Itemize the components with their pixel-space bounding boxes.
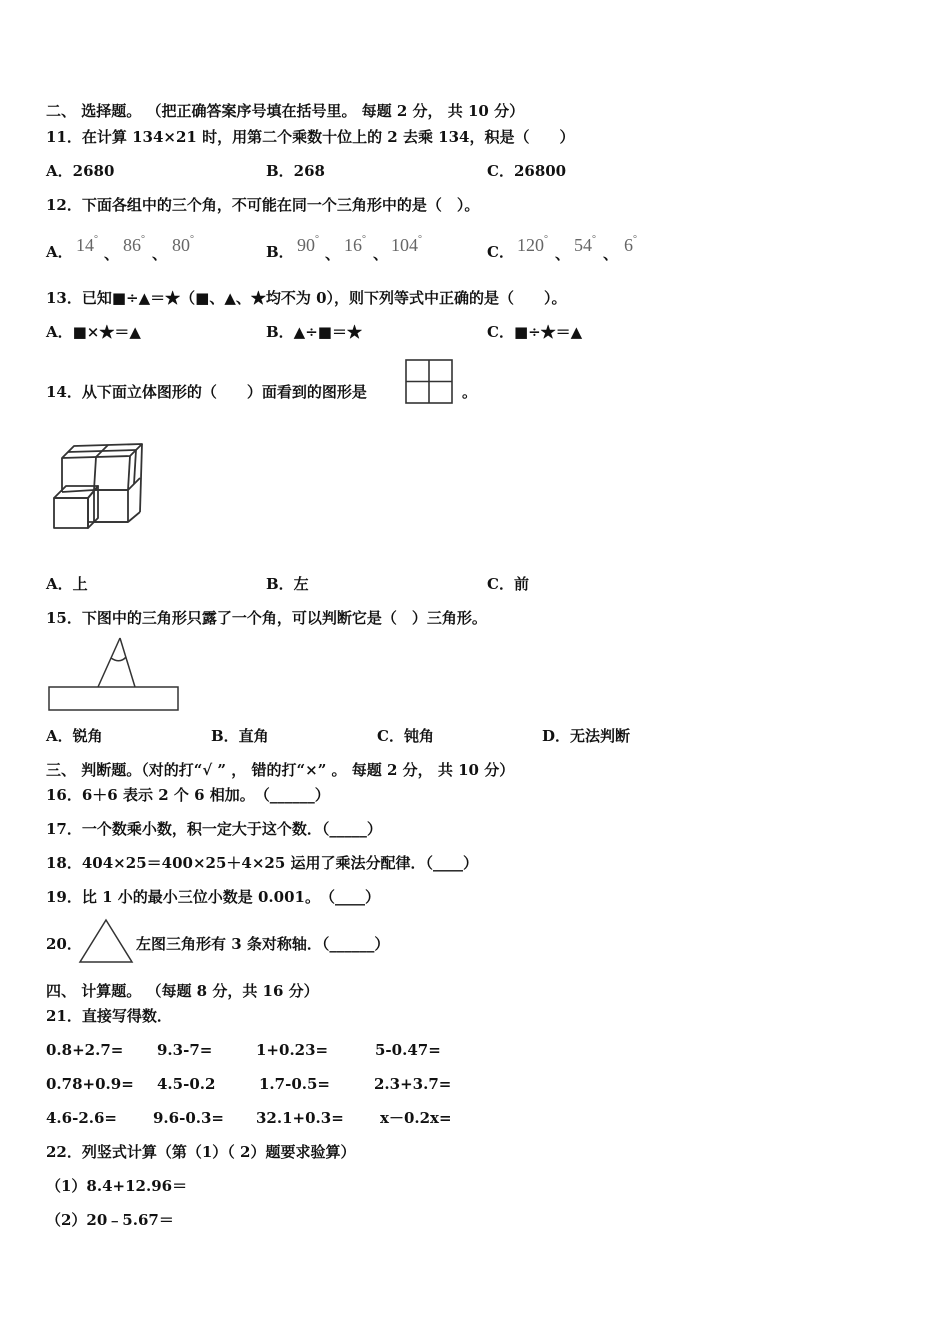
q15-hidden-triangle-figure — [48, 636, 180, 712]
q12-a-sep-2: 、 — [152, 245, 168, 263]
q12-stem: 12．下面各组中的三个角，不可能在同一个三角形中的是（ ）。 — [46, 196, 480, 214]
q22-part-1: （1）8.4+12.96＝ — [46, 1177, 188, 1195]
q20-number: 20． — [46, 935, 82, 953]
q21-r2-c2: 4.5-0.2 — [157, 1075, 216, 1093]
q12-b-angle-3: 104° — [391, 234, 422, 255]
q20-triangle-figure — [78, 918, 134, 964]
q14-stem: 14．从下面立体图形的（ ）面看到的图形是 — [46, 383, 367, 401]
q15-option-a: A．锐角 — [46, 727, 103, 745]
q12-a-angle-3: 80° — [172, 234, 194, 255]
q12-c-sep-2: 、 — [603, 245, 619, 263]
q16-text: 16．6＋6 表示 2 个 6 相加。 （______） — [46, 786, 330, 804]
q12-option-c: C． — [487, 243, 514, 261]
q12-c-sep-1: 、 — [555, 245, 571, 263]
section-2-heading: 二、 选择题。 （把正确答案序号填在括号里。 每题 2 分， 共 10 分） — [46, 102, 525, 120]
q14-cube-stack-figure — [50, 440, 146, 532]
q20-text: 左图三角形有 3 条对称轴．（______） — [136, 935, 390, 953]
q21-r1-c1: 0.8+2.7= — [46, 1041, 124, 1059]
q12-b-angle-1: 90° — [297, 234, 319, 255]
q13-option-b: B．▲÷■＝★ — [266, 323, 362, 341]
q11-stem: 11．在计算 134×21 时，用第二个乘数十位上的 2 去乘 134，积是（ ） — [46, 128, 575, 146]
q21-r2-c3: 1.7-0.5= — [259, 1075, 330, 1093]
q21-r3-c2: 9.6-0.3= — [153, 1109, 224, 1127]
q21-r1-c2: 9.3-7= — [157, 1041, 213, 1059]
q15-option-b: B．直角 — [211, 727, 269, 745]
q21-r2-c4: 2.3+3.7= — [374, 1075, 452, 1093]
q15-option-c: C．钝角 — [377, 727, 434, 745]
q21-r1-c4: 5-0.47= — [375, 1041, 441, 1059]
q14-option-b: B．左 — [266, 575, 309, 593]
q21-r1-c3: 1+0.23= — [256, 1041, 329, 1059]
section-3-heading: 三、 判断题。（对的打“√ ” ， 错的打“×” 。 每题 2 分， 共 10 分） — [46, 761, 515, 779]
q12-a-sep-1: 、 — [104, 245, 120, 263]
q21-r3-c4: x－0.2x= — [380, 1109, 452, 1127]
q17-text: 17．一个数乘小数，积一定大于这个数．（_____） — [46, 820, 382, 838]
q18-text: 18．404×25＝400×25＋4×25 运用了乘法分配律．（____） — [46, 854, 478, 872]
q12-b-sep-1: 、 — [325, 245, 341, 263]
q12-b-sep-2: 、 — [373, 245, 389, 263]
q12-b-angle-2: 16° — [344, 234, 366, 255]
q13-stem: 13．已知■÷▲＝★（■、▲、★均不为 0），则下列等式中正确的是（ ）。 — [46, 289, 567, 307]
q22-part-2: （2）20﹣5.67＝ — [46, 1211, 174, 1229]
q13-option-c: C．■÷★＝▲ — [487, 323, 583, 341]
q14-period: 。 — [462, 383, 478, 401]
q19-text: 19．比 1 小的最小三位小数是 0.001。 （____） — [46, 888, 380, 906]
q14-option-c: C．前 — [487, 575, 529, 593]
q12-option-b: B． — [266, 243, 294, 261]
q15-stem: 15．下图中的三角形只露了一个角，可以判断它是（ ）三角形。 — [46, 609, 487, 627]
q21-r3-c3: 32.1+0.3= — [256, 1109, 344, 1127]
q21-r2-c1: 0.78+0.9= — [46, 1075, 134, 1093]
q22-stem: 22．列竖式计算（第（1）（ 2）题要求验算） — [46, 1143, 356, 1161]
q12-option-a: A． — [46, 243, 73, 261]
q12-c-angle-1: 120° — [517, 234, 548, 255]
q11-option-b: B．268 — [266, 162, 325, 180]
q14-option-a: A．上 — [46, 575, 88, 593]
section-4-heading: 四、 计算题。 （每题 8 分，共 16 分） — [46, 982, 319, 1000]
q13-option-a: A．■×★＝▲ — [46, 323, 141, 341]
q15-option-d: D．无法判断 — [542, 727, 631, 745]
q14-top-view-figure — [405, 359, 453, 404]
q11-option-c: C．26800 — [487, 162, 567, 180]
q12-c-angle-3: 6° — [624, 234, 637, 255]
q21-stem: 21．直接写得数． — [46, 1007, 172, 1025]
q21-r3-c1: 4.6-2.6= — [46, 1109, 117, 1127]
q12-a-angle-2: 86° — [123, 234, 145, 255]
q12-a-angle-1: 14° — [76, 234, 98, 255]
q12-c-angle-2: 54° — [574, 234, 596, 255]
q11-option-a: A．2680 — [46, 162, 115, 180]
